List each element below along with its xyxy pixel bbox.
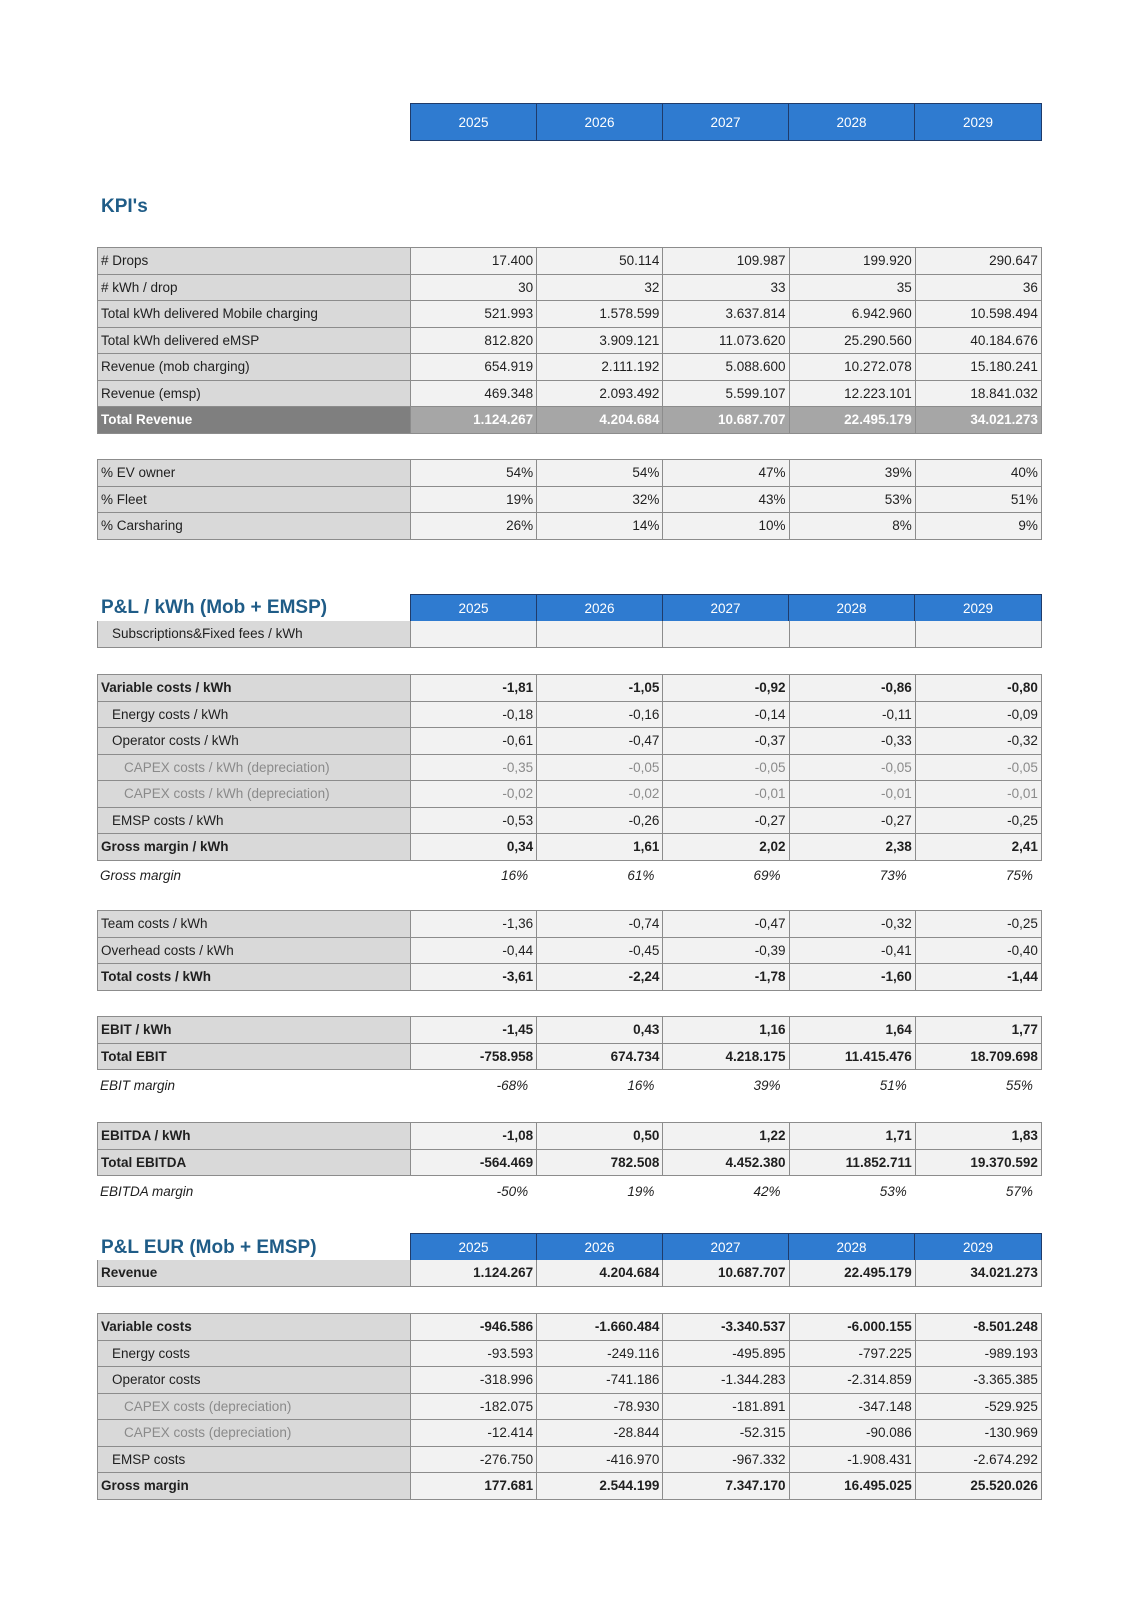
cell-value: -8.501.248 — [916, 1314, 1042, 1341]
cell-value: -28.844 — [537, 1420, 663, 1447]
cell-value: 2,02 — [663, 834, 789, 861]
cell-value: 73% — [879, 867, 907, 883]
cell-value: 11.073.620 — [663, 328, 789, 355]
cell-value: 43% — [663, 487, 789, 514]
cell-value: 35 — [790, 275, 916, 302]
cell-value: 3.637.814 — [663, 301, 789, 328]
cell-value: 469.348 — [411, 381, 537, 408]
year-header-cell: 2025 — [411, 1234, 537, 1260]
row-label: Variable costs — [98, 1314, 411, 1341]
cell-value: -2,24 — [537, 964, 663, 991]
table-row — [98, 275, 1042, 302]
row-label: CAPEX costs (depreciation) — [98, 1394, 411, 1421]
cell-value: -0,27 — [663, 808, 789, 835]
year-header-cell: 2025 — [411, 595, 537, 621]
cell-value: 1.124.267 — [411, 407, 537, 434]
costs-kwh-table — [97, 910, 1042, 991]
cell-value: -0,05 — [790, 755, 916, 782]
row-label: Revenue — [98, 1260, 411, 1287]
row-label: CAPEX costs / kWh (depreciation) — [98, 781, 411, 808]
cell-value: -12.414 — [411, 1420, 537, 1447]
table-row — [98, 1260, 1042, 1287]
cell-value: -0,44 — [411, 938, 537, 965]
cell-value: -1,08 — [411, 1123, 537, 1150]
cell-value: -0,33 — [790, 728, 916, 755]
table-row — [97, 862, 1041, 889]
cell-value: -181.891 — [663, 1394, 789, 1421]
cell-value: -0,16 — [537, 702, 663, 729]
kpi-title: KPI's — [101, 196, 148, 217]
cell-value: -0,74 — [537, 911, 663, 938]
cell-value: -93.593 — [411, 1341, 537, 1368]
cell-value: 4.204.684 — [537, 407, 663, 434]
cell-value: -0,25 — [916, 911, 1042, 938]
kpi-table — [97, 247, 1042, 434]
cell-value: -3.340.537 — [663, 1314, 789, 1341]
row-label: EBIT / kWh — [98, 1017, 411, 1044]
pl-eur-title: P&L EUR (Mob + EMSP) — [101, 1237, 317, 1258]
cell-value: 19% — [627, 1183, 655, 1199]
cell-value: 177.681 — [411, 1473, 537, 1500]
cell-value: -0,26 — [537, 808, 663, 835]
table-row — [98, 911, 1042, 938]
table-row — [98, 1044, 1042, 1071]
total-revenue-row — [98, 407, 1042, 434]
cell-value: 54% — [411, 460, 537, 487]
row-label: Energy costs / kWh — [98, 702, 411, 729]
row-label: # kWh / drop — [98, 275, 411, 302]
cell-value: 5.599.107 — [663, 381, 789, 408]
cell-value: -347.148 — [790, 1394, 916, 1421]
cell-value: 654.919 — [411, 354, 537, 381]
ebitda-table — [97, 1122, 1042, 1176]
row-label: Revenue (emsp) — [98, 381, 411, 408]
cell-value: 19% — [411, 487, 537, 514]
row-label: Operator costs / kWh — [98, 728, 411, 755]
cell-value — [411, 621, 537, 648]
row-label: Gross margin — [100, 867, 182, 883]
table-row — [98, 460, 1042, 487]
cell-value: 1,22 — [663, 1123, 789, 1150]
cell-value — [790, 621, 916, 648]
cell-value: 34.021.273 — [916, 1260, 1042, 1287]
row-label: Overhead costs / kWh — [98, 938, 411, 965]
cell-value: -0,25 — [916, 808, 1042, 835]
cell-value: -0,01 — [790, 781, 916, 808]
year-header-cell: 2028 — [789, 1234, 915, 1260]
cell-value: 0,43 — [537, 1017, 663, 1044]
table-row — [98, 328, 1042, 355]
cell-value: -0,92 — [663, 675, 789, 702]
cell-value: -3.365.385 — [916, 1367, 1042, 1394]
cell-value: 812.820 — [411, 328, 537, 355]
row-label: EBITDA margin — [100, 1183, 194, 1199]
row-label: EBIT margin — [100, 1077, 176, 1093]
table-row — [98, 1473, 1042, 1500]
cell-value: 4.204.684 — [537, 1260, 663, 1287]
cell-value: -78.930 — [537, 1394, 663, 1421]
cell-value: 36 — [916, 275, 1042, 302]
cell-value: 30 — [411, 275, 537, 302]
cell-value: 10% — [663, 513, 789, 540]
cell-value: -1,36 — [411, 911, 537, 938]
cell-value: 16.495.025 — [790, 1473, 916, 1500]
year-header-pl-eur — [410, 1233, 1042, 1261]
row-label: Gross margin / kWh — [98, 834, 411, 861]
year-header-cell: 2027 — [663, 104, 789, 140]
row-label: Team costs / kWh — [98, 911, 411, 938]
row-label: EMSP costs / kWh — [98, 808, 411, 835]
cell-value: -276.750 — [411, 1447, 537, 1474]
cell-value: -1,78 — [663, 964, 789, 991]
row-label: % EV owner — [98, 460, 411, 487]
cell-value: -495.895 — [663, 1341, 789, 1368]
cell-value: -2.314.859 — [790, 1367, 916, 1394]
cell-value: 39% — [790, 460, 916, 487]
cell-value: 1,83 — [916, 1123, 1042, 1150]
row-label: Gross margin — [98, 1473, 411, 1500]
cell-value: -0,47 — [537, 728, 663, 755]
cell-value: -0,61 — [411, 728, 537, 755]
table-row — [98, 1314, 1042, 1341]
table-row — [98, 487, 1042, 514]
cell-value: -0,47 — [663, 911, 789, 938]
cell-value: 40% — [916, 460, 1042, 487]
table-row — [98, 301, 1042, 328]
cell-value: -0,11 — [790, 702, 916, 729]
cell-value: -1.908.431 — [790, 1447, 916, 1474]
row-label: EMSP costs — [98, 1447, 411, 1474]
table-row — [98, 834, 1042, 861]
cell-value: -68% — [496, 1077, 529, 1093]
cell-value: -318.996 — [411, 1367, 537, 1394]
cell-value: 25.520.026 — [916, 1473, 1042, 1500]
cell-value: 54% — [537, 460, 663, 487]
table-row — [98, 808, 1042, 835]
cell-value: 16% — [627, 1077, 655, 1093]
table-row — [98, 1341, 1042, 1368]
cell-value: -0,18 — [411, 702, 537, 729]
cell-value: -3,61 — [411, 964, 537, 991]
row-label: CAPEX costs / kWh (depreciation) — [98, 755, 411, 782]
cell-value: 8% — [790, 513, 916, 540]
year-header-cell: 2027 — [663, 595, 789, 621]
cell-value: -0,05 — [537, 755, 663, 782]
cell-value: -50% — [496, 1183, 529, 1199]
cell-value: -1,81 — [411, 675, 537, 702]
cell-value: 16% — [501, 867, 529, 883]
cell-value: -1,44 — [916, 964, 1042, 991]
row-label: EBITDA / kWh — [98, 1123, 411, 1150]
year-header-cell: 2029 — [962, 1239, 994, 1255]
cell-value: -0,05 — [663, 755, 789, 782]
ebit-margin-row — [97, 1072, 1041, 1099]
cell-value: 9% — [916, 513, 1042, 540]
cell-value: -797.225 — [790, 1341, 916, 1368]
cell-value: 32% — [537, 487, 663, 514]
cell-value: 10.687.707 — [663, 1260, 789, 1287]
cell-value: -0,35 — [411, 755, 537, 782]
table-row — [98, 354, 1042, 381]
table-row — [98, 781, 1042, 808]
cell-value: -1.660.484 — [537, 1314, 663, 1341]
cell-value: 0,50 — [537, 1123, 663, 1150]
cell-value: -564.469 — [411, 1150, 537, 1177]
cell-value: -0,37 — [663, 728, 789, 755]
cell-value: 32 — [537, 275, 663, 302]
cell-value: 69% — [753, 867, 781, 883]
table-row — [98, 938, 1042, 965]
cell-value: 674.734 — [537, 1044, 663, 1071]
row-label: Total Revenue — [98, 407, 411, 434]
cell-value: 47% — [663, 460, 789, 487]
cell-value: 61% — [627, 867, 655, 883]
cell-value: 55% — [1005, 1077, 1033, 1093]
cell-value: 2.544.199 — [537, 1473, 663, 1500]
cell-value — [537, 621, 663, 648]
cell-value: 199.920 — [790, 248, 916, 275]
cell-value: -416.970 — [537, 1447, 663, 1474]
table-row — [98, 1123, 1042, 1150]
row-label: Total costs / kWh — [98, 964, 411, 991]
cell-value: -0,27 — [790, 808, 916, 835]
row-label: Total kWh delivered Mobile charging — [98, 301, 411, 328]
cell-value: 4.218.175 — [663, 1044, 789, 1071]
cell-value: 22.495.179 — [790, 407, 916, 434]
cell-value: -0,32 — [916, 728, 1042, 755]
row-label: % Fleet — [98, 487, 411, 514]
cell-value: 4.452.380 — [663, 1150, 789, 1177]
cell-value: -1,45 — [411, 1017, 537, 1044]
table-row — [98, 728, 1042, 755]
cell-value: -0,32 — [790, 911, 916, 938]
cell-value: 50.114 — [537, 248, 663, 275]
cell-value: 7.347.170 — [663, 1473, 789, 1500]
cell-value: -946.586 — [411, 1314, 537, 1341]
cell-value: -989.193 — [916, 1341, 1042, 1368]
cell-value: 51% — [879, 1077, 907, 1093]
pl-kwh-title: P&L / kWh (Mob + EMSP) — [101, 597, 328, 618]
year-header-top — [410, 103, 1042, 141]
cell-value: 1.578.599 — [537, 301, 663, 328]
cell-value — [663, 621, 789, 648]
cell-value: -1,60 — [790, 964, 916, 991]
row-label: Total EBITDA — [98, 1150, 411, 1177]
cell-value: 1,61 — [537, 834, 663, 861]
cell-value: 11.415.476 — [790, 1044, 916, 1071]
table-row — [98, 675, 1042, 702]
table-row — [98, 248, 1042, 275]
row-label: Variable costs / kWh — [98, 675, 411, 702]
cell-value: 53% — [790, 487, 916, 514]
cell-value: -90.086 — [790, 1420, 916, 1447]
table-row — [98, 755, 1042, 782]
year-header-cell: 2026 — [537, 1234, 663, 1260]
table-row — [98, 381, 1042, 408]
cell-value: 1,64 — [790, 1017, 916, 1044]
cell-value: 521.993 — [411, 301, 537, 328]
cell-value: 25.290.560 — [790, 328, 916, 355]
year-header-cell: 2025 — [411, 104, 537, 140]
cell-value: -741.186 — [537, 1367, 663, 1394]
row-label: Energy costs — [98, 1341, 411, 1368]
table-row — [98, 513, 1042, 540]
cell-value: 42% — [753, 1183, 781, 1199]
cell-value: 19.370.592 — [916, 1150, 1042, 1177]
variable-costs-eur-table — [97, 1313, 1042, 1500]
cell-value: 1,77 — [916, 1017, 1042, 1044]
table-row — [98, 621, 1042, 648]
table-row — [97, 1178, 1041, 1205]
revenue-table — [97, 1260, 1042, 1287]
cell-value: -0,02 — [411, 781, 537, 808]
cell-value: -967.332 — [663, 1447, 789, 1474]
cell-value — [916, 621, 1042, 648]
customer-share-table — [97, 459, 1042, 540]
cell-value: -0,86 — [790, 675, 916, 702]
cell-value: 2.093.492 — [537, 381, 663, 408]
cell-value: -0,05 — [916, 755, 1042, 782]
row-label: # Drops — [98, 248, 411, 275]
cell-value: -0,41 — [790, 938, 916, 965]
year-header-cell: 2029 — [962, 600, 994, 616]
cell-value: 75% — [1005, 867, 1033, 883]
cell-value: -52.315 — [663, 1420, 789, 1447]
cell-value: 109.987 — [663, 248, 789, 275]
cell-value: -182.075 — [411, 1394, 537, 1421]
cell-value: 2,38 — [790, 834, 916, 861]
ebitda-margin-row — [97, 1178, 1041, 1205]
cell-value: 290.647 — [916, 248, 1042, 275]
year-header-cell: 2027 — [663, 1234, 789, 1260]
cell-value: -758.958 — [411, 1044, 537, 1071]
cell-value: 5.088.600 — [663, 354, 789, 381]
year-header-cell: 2028 — [789, 104, 915, 140]
year-header-cell: 2026 — [537, 595, 663, 621]
row-label: Operator costs — [98, 1367, 411, 1394]
cell-value: -1.344.283 — [663, 1367, 789, 1394]
row-label: % Carsharing — [98, 513, 411, 540]
table-row — [98, 1394, 1042, 1421]
cell-value: 40.184.676 — [916, 328, 1042, 355]
cell-value: -0,09 — [916, 702, 1042, 729]
row-label: Revenue (mob charging) — [98, 354, 411, 381]
cell-value: -0,01 — [663, 781, 789, 808]
row-label: CAPEX costs (depreciation) — [98, 1420, 411, 1447]
cell-value: 39% — [753, 1077, 781, 1093]
cell-value: -6.000.155 — [790, 1314, 916, 1341]
cell-value: 10.598.494 — [916, 301, 1042, 328]
cell-value: 18.841.032 — [916, 381, 1042, 408]
cell-value: -529.925 — [916, 1394, 1042, 1421]
year-header-cell: 2026 — [537, 104, 663, 140]
cell-value: -0,80 — [916, 675, 1042, 702]
cell-value: -0,53 — [411, 808, 537, 835]
cell-value: -0,14 — [663, 702, 789, 729]
cell-value: -0,40 — [916, 938, 1042, 965]
table-row — [98, 702, 1042, 729]
year-header-cell: 2028 — [789, 595, 915, 621]
table-row — [98, 964, 1042, 991]
row-label: Total kWh delivered eMSP — [98, 328, 411, 355]
row-label: Subscriptions&Fixed fees / kWh — [98, 621, 411, 648]
cell-value: 18.709.698 — [916, 1044, 1042, 1071]
cell-value: 12.223.101 — [790, 381, 916, 408]
cell-value: -130.969 — [916, 1420, 1042, 1447]
cell-value: 1,71 — [790, 1123, 916, 1150]
table-row — [98, 1367, 1042, 1394]
year-header-pl-kwh — [410, 594, 1042, 622]
gross-margin-pct-row — [97, 862, 1041, 889]
cell-value: -0,02 — [537, 781, 663, 808]
cell-value: 17.400 — [411, 248, 537, 275]
year-header-cell: 2029 — [962, 114, 994, 130]
cell-value: 2.111.192 — [537, 354, 663, 381]
cell-value: 0,34 — [411, 834, 537, 861]
cell-value: -2.674.292 — [916, 1447, 1042, 1474]
cell-value: 57% — [1005, 1183, 1033, 1199]
cell-value: 14% — [537, 513, 663, 540]
subscriptions-table — [97, 621, 1042, 648]
cell-value: 1.124.267 — [411, 1260, 537, 1287]
cell-value: 10.687.707 — [663, 407, 789, 434]
cell-value: 22.495.179 — [790, 1260, 916, 1287]
cell-value: 1,16 — [663, 1017, 789, 1044]
cell-value: 33 — [663, 275, 789, 302]
table-row — [97, 1072, 1041, 1099]
cell-value: -249.116 — [537, 1341, 663, 1368]
cell-value: 34.021.273 — [916, 407, 1042, 434]
row-label: Total EBIT — [98, 1044, 411, 1071]
cell-value: 10.272.078 — [790, 354, 916, 381]
cell-value: 3.909.121 — [537, 328, 663, 355]
cell-value: 11.852.711 — [790, 1150, 916, 1177]
cell-value: -1,05 — [537, 675, 663, 702]
cell-value: 6.942.960 — [790, 301, 916, 328]
cell-value: -0,39 — [663, 938, 789, 965]
cell-value: -0,45 — [537, 938, 663, 965]
variable-costs-kwh-table — [97, 674, 1042, 861]
ebit-table — [97, 1016, 1042, 1070]
cell-value: 15.180.241 — [916, 354, 1042, 381]
cell-value: 51% — [916, 487, 1042, 514]
cell-value: -0,01 — [916, 781, 1042, 808]
cell-value: 26% — [411, 513, 537, 540]
cell-value: 2,41 — [916, 834, 1042, 861]
cell-value: 53% — [879, 1183, 907, 1199]
cell-value: 782.508 — [537, 1150, 663, 1177]
table-row — [98, 1420, 1042, 1447]
table-row — [98, 1447, 1042, 1474]
table-row — [98, 1017, 1042, 1044]
table-row — [98, 1150, 1042, 1177]
